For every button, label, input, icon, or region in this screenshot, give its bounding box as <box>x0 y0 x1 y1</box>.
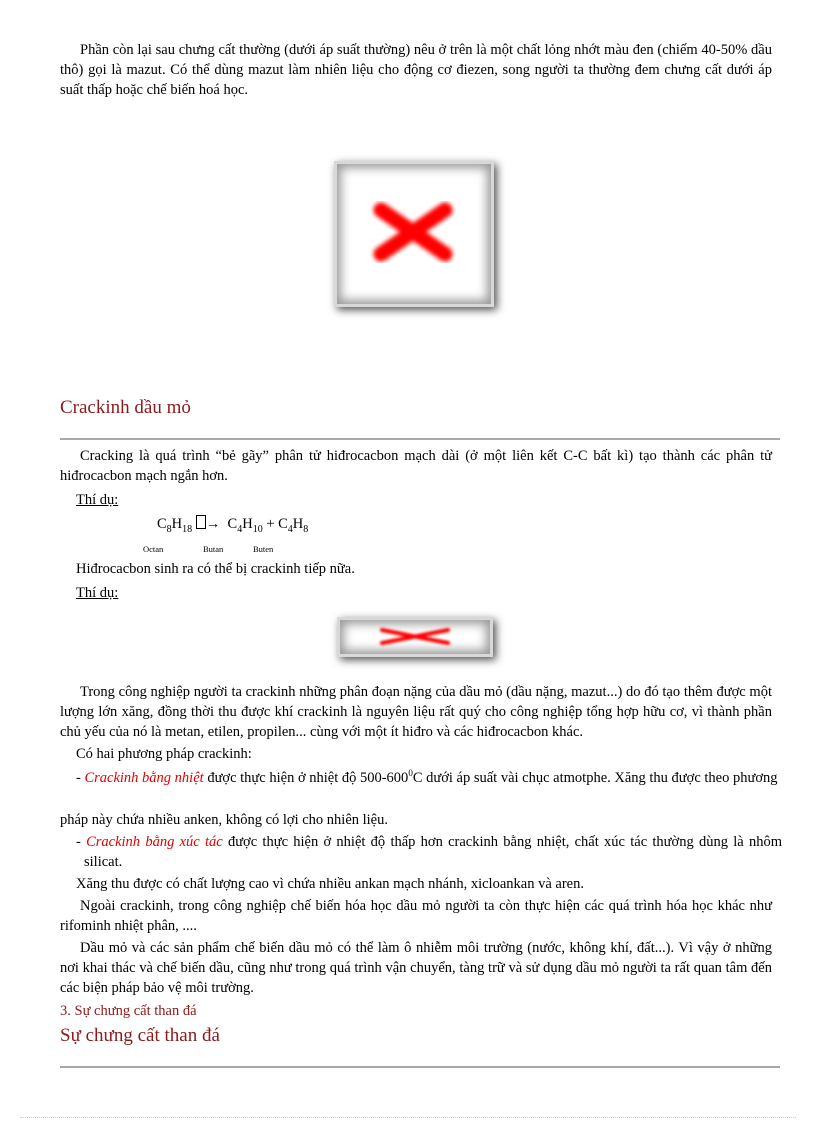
numbered-title-coal: 3. Sự chưng cất than đá <box>60 1003 197 1019</box>
section-heading-cracking: Crackinh dầu mỏ <box>60 397 191 418</box>
plus-sign: + <box>266 516 275 532</box>
name-butan: Butan <box>203 544 224 554</box>
thermal-text: được thực hiện ở nhiệt độ 500-600 <box>203 770 409 786</box>
catalytic-cracking-item <box>76 832 782 872</box>
missing-glyph <box>196 515 206 529</box>
thermal-text-2: C dưới áp suất vài chục atmotphe. Xăng thu được theo phương <box>412 770 778 786</box>
product2-c: C <box>278 516 288 532</box>
name-buten: Buten <box>253 544 274 554</box>
other-processes-text: Ngoài crackinh, trong công nghiệp chế biến hóa học dầu mỏ người ta còn thực hiện các quá trình hóa học khác như rifominh nhiệt phân, .... <box>60 898 772 934</box>
catalytic-cracking-term: Crackinh bằng xúc tác <box>86 834 223 850</box>
thermal-cracking-term: Crackinh bằng nhiệt <box>84 770 204 786</box>
section-divider-2 <box>60 1066 780 1068</box>
list-dash: - <box>76 770 85 786</box>
catalytic-text: được thực hiện ở nhiệt độ thấp hơn crackinh bằng nhiệt, chất xúc tác thường dùng là nhôm silicat. <box>84 834 782 870</box>
reaction-arrow-icon: → <box>205 516 221 532</box>
product2-sub-c: 4 <box>287 523 293 535</box>
section-divider <box>60 438 780 440</box>
quality-text: Xăng thu được có chất lượng cao vì chứa nhiều ankan mạch nhánh, xicloankan và aren. <box>76 876 584 892</box>
cracking-equation <box>157 514 308 534</box>
product2-sub-h: 8 <box>303 523 309 535</box>
broken-image-placeholder <box>334 161 494 307</box>
reactant-h: H <box>171 516 183 532</box>
thermal-cracking-item <box>76 768 780 788</box>
list-dash: - <box>76 834 87 850</box>
degree-sup: 0 <box>408 768 413 779</box>
reactant-sub-c: 8 <box>166 523 172 535</box>
industry-paragraph: Trong công nghiệp người ta crackinh những phân đoạn nặng của dầu mỏ (dầu nặng, mazut...) do đó tạo thêm được một lượng lớn xăng, đồng thời thu được khí crackinh là nguyên liệu rất quý cho công nghiệp tổng hợp hữu cơ, vì thành phần chủ yếu của nó là metan, etilen, propilen... cùng với một ít hiđro và các hiđrocacbon khác. <box>60 684 772 740</box>
product1-c: C <box>227 516 238 532</box>
thermal-continuation: pháp này chứa nhiều anken, không có lợi cho nhiên liệu. <box>60 812 388 828</box>
product2-h: H <box>292 516 304 532</box>
red-x-icon <box>340 620 490 654</box>
example-label-2: Thí dụ: <box>76 585 119 601</box>
reactant-c: C <box>157 516 167 532</box>
broken-image-placeholder-2 <box>337 617 493 657</box>
cracking-definition: Cracking là quá trình “bẻ gãy” phân tử hiđrocacbon mạch dài (ở một liên kết C-C bất kì) tạo thành các phân tử hiđrocacbon mạch ngắn hơn. <box>60 448 772 484</box>
name-octan: Octan <box>143 544 164 554</box>
reactant-sub-h: 18 <box>182 523 193 535</box>
product1-sub-c: 4 <box>237 523 243 535</box>
intro-paragraph: Phần còn lại sau chưng cất thường (dưới áp suất thường) nêu ở trên là một chất lỏng nhớt màu đen (chiếm 40-50% dầu thô) gọi là mazut. Có thể dùng mazut làm nhiên liệu cho động cơ điezen, song người ta thường đem chưng cất dưới áp suất thấp hoặc chế biến hoá học. <box>60 42 772 98</box>
example-label: Thí dụ: <box>76 492 119 508</box>
page-bottom-border <box>20 1117 796 1118</box>
methods-intro: Có hai phương pháp crackinh: <box>76 746 252 762</box>
product1-h: H <box>242 516 253 532</box>
further-cracking-text: Hiđrocacbon sinh ra có thể bị crackinh tiếp nữa. <box>76 561 355 577</box>
product1-sub-h: 10 <box>252 523 263 535</box>
section-heading-coal: Sự chưng cất than đá <box>60 1025 220 1046</box>
pollution-paragraph: Dầu mỏ và các sản phẩm chế biến dầu mỏ có thể làm ô nhiễm môi trường (nước, không khí, đất...). Vì vậy ở những nơi khai thác và chế biến dầu, cũng như trong quá trình vận chuyển, tàng trữ và sử dụng dầu mỏ người ta rất quan tâm đến các biện pháp bảo vệ môi trường. <box>60 940 772 996</box>
red-x-icon <box>337 164 491 304</box>
